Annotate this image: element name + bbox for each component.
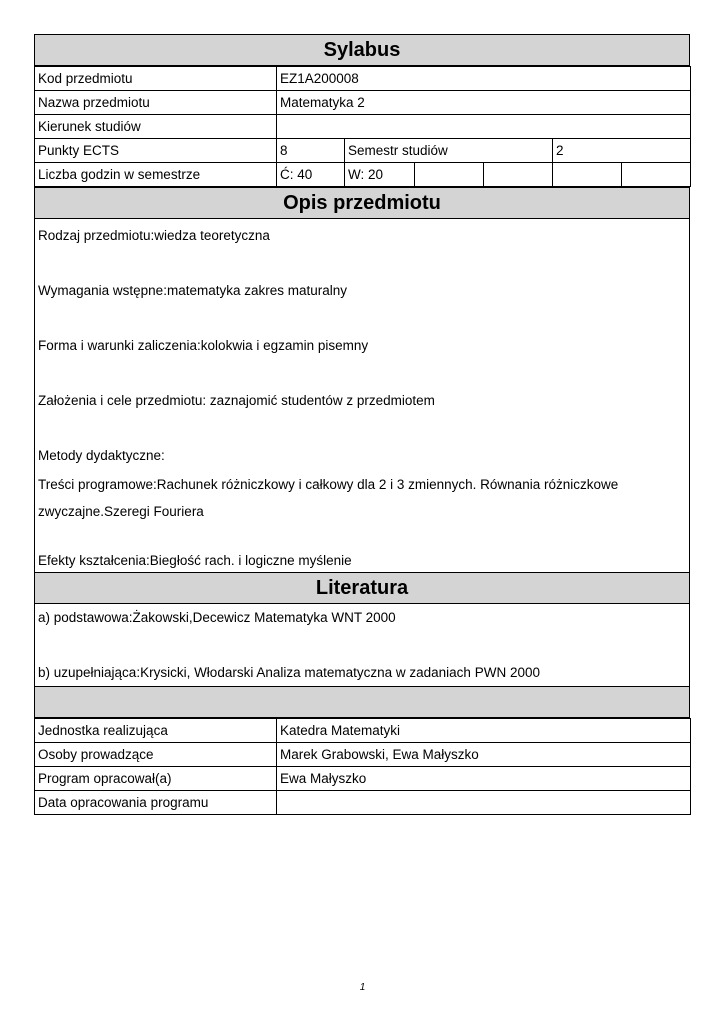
teaching-methods: Metody dydaktyczne: bbox=[38, 448, 165, 463]
syllabus-info-table bbox=[34, 66, 691, 187]
literature-title: Literatura bbox=[34, 572, 690, 604]
hours-exercises: Ć: 40 bbox=[277, 163, 345, 187]
author-label: Program opracował(a) bbox=[35, 767, 277, 791]
course-content-line-2: zwyczajne.Szeregi Fouriera bbox=[38, 504, 204, 519]
hours-label: Liczba godzin w semestrze bbox=[35, 163, 277, 187]
course-content-line-1: Treści programowe:Rachunek różniczkowy i całkowy dla 2 i 3 zmiennych. Równania różniczkowe bbox=[38, 477, 619, 492]
ects-label: Punkty ECTS bbox=[35, 139, 277, 163]
blank-header-bar bbox=[34, 686, 690, 718]
date-value bbox=[277, 791, 691, 815]
syllabus-document bbox=[34, 34, 690, 815]
table-row bbox=[35, 767, 691, 791]
syllabus-title: Sylabus bbox=[34, 34, 690, 66]
semester-label: Semestr studiów bbox=[345, 139, 553, 163]
table-row bbox=[35, 91, 691, 115]
table-row bbox=[35, 163, 691, 187]
course-code-label: Kod przedmiotu bbox=[35, 67, 277, 91]
instructors-value: Marek Grabowski, Ewa Małyszko bbox=[277, 743, 691, 767]
responsibility-table bbox=[34, 718, 691, 815]
course-name-label: Nazwa przedmiotu bbox=[35, 91, 277, 115]
author-value: Ewa Małyszko bbox=[277, 767, 691, 791]
description-block bbox=[34, 219, 690, 572]
table-row bbox=[35, 743, 691, 767]
course-name-value: Matematyka 2 bbox=[277, 91, 691, 115]
semester-value: 2 bbox=[553, 139, 691, 163]
date-label: Data opracowania programu bbox=[35, 791, 277, 815]
hours-lectures: W: 20 bbox=[345, 163, 415, 187]
table-row bbox=[35, 719, 691, 743]
hours-empty-cell bbox=[622, 163, 691, 187]
field-of-study-label: Kierunek studiów bbox=[35, 115, 277, 139]
assessment: Forma i warunki zaliczenia:kolokwia i egzamin pisemny bbox=[38, 338, 369, 353]
hours-empty-cell bbox=[415, 163, 484, 187]
literature-supplementary: b) uzupełniająca:Krysicki, Włodarski Analiza matematyczna w zadaniach PWN 2000 bbox=[38, 665, 540, 680]
literature-basic: a) podstawowa:Żakowski,Decewicz Matematyka WNT 2000 bbox=[38, 610, 396, 625]
learning-outcomes: Efekty kształcenia:Biegłość rach. i logiczne myślenie bbox=[38, 553, 352, 568]
requirements: Wymagania wstępne:matematyka zakres maturalny bbox=[38, 283, 348, 298]
hours-empty-cell bbox=[553, 163, 622, 187]
unit-label: Jednostka realizująca bbox=[35, 719, 277, 743]
table-row bbox=[35, 139, 691, 163]
page-number: 1 bbox=[359, 982, 366, 993]
course-code-value: EZ1A200008 bbox=[277, 67, 691, 91]
description-title: Opis przedmiotu bbox=[34, 187, 690, 219]
unit-value: Katedra Matematyki bbox=[277, 719, 691, 743]
instructors-label: Osoby prowadzące bbox=[35, 743, 277, 767]
table-row bbox=[35, 115, 691, 139]
literature-block bbox=[34, 604, 690, 686]
table-row bbox=[35, 791, 691, 815]
table-row bbox=[35, 67, 691, 91]
goals: Założenia i cele przedmiotu: zaznajomić studentów z przedmiotem bbox=[38, 393, 435, 408]
hours-empty-cell bbox=[484, 163, 553, 187]
field-of-study-value bbox=[277, 115, 691, 139]
ects-value: 8 bbox=[277, 139, 345, 163]
course-type: Rodzaj przedmiotu:wiedza teoretyczna bbox=[38, 228, 270, 243]
